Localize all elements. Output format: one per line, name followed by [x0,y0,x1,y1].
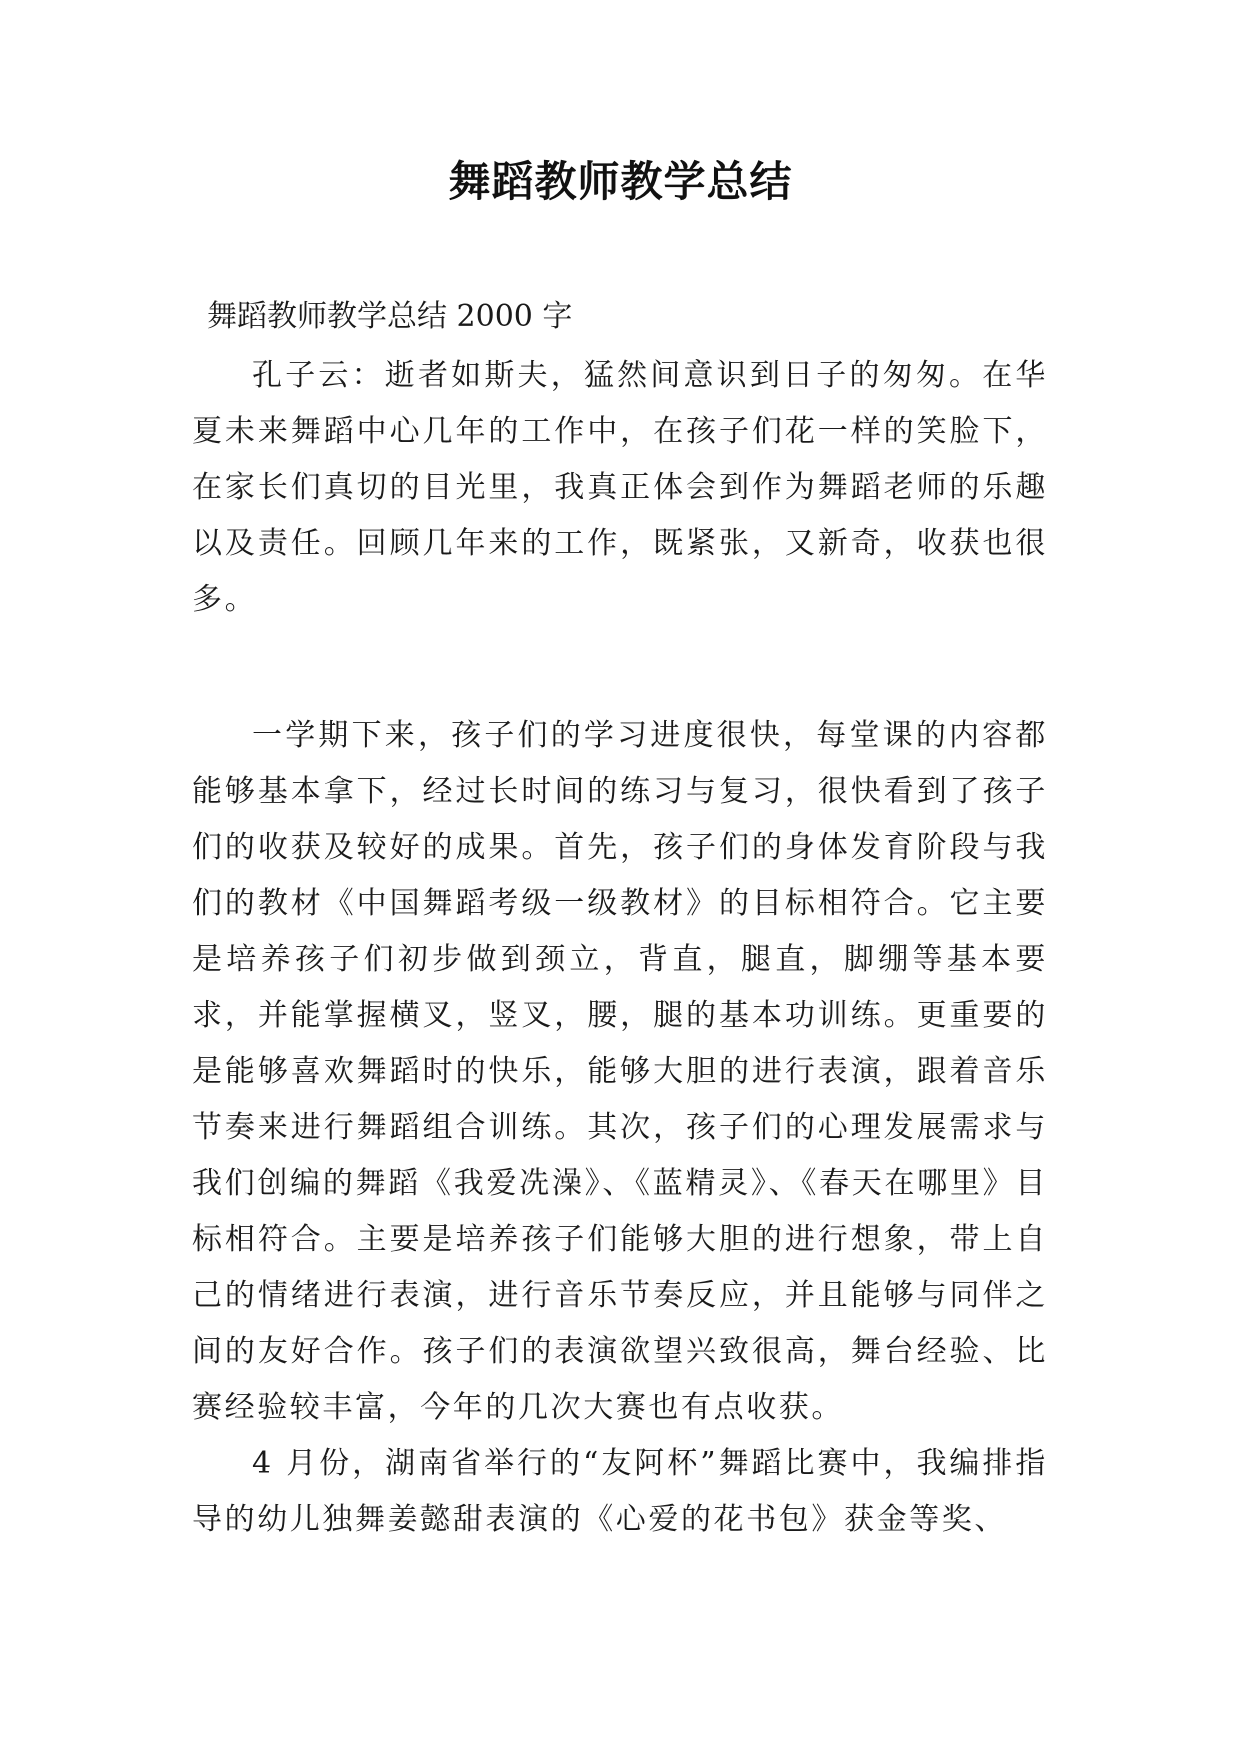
paragraph-3: 4 月份，湖南省举行的“友阿杯”舞蹈比赛中，我编排指导的幼儿独舞姜懿甜表演的《心爱的花书包》获金等奖、 [192,1446,1048,1537]
document-subtitle: 舞蹈教师教学总结 2000 字 [207,299,573,334]
document-body [192,348,1048,1548]
document-title: 舞蹈教师教学总结 [448,157,793,206]
paragraph-1: 孔子云：逝者如斯夫，猛然间意识到日子的匆匆。在华夏未来舞蹈中心几年的工作中，在孩子们花一样的笑脸下，在家长们真切的目光里，我真正体会到作为舞蹈老师的乐趣以及责任。回顾几年来的工作，既紧张，又新奇，收获也很多。 [192,358,1048,617]
paragraph-2: 一学期下来，孩子们的学习进度很快，每堂课的内容都能够基本拿下，经过长时间的练习与复习，很快看到了孩子们的收获及较好的成果。首先，孩子们的身体发育阶段与我们的教材《中国舞蹈考级一级教材》的目标相符合。它主要是培养孩子们初步做到颈立，背直，腿直，脚绷等基本要求，并能掌握横叉，竖叉，腰，腿的基本功训练。更重要的是能够喜欢舞蹈时的快乐，能够大胆的进行表演，跟着音乐节奏来进行舞蹈组合训练。其次，孩子们的心理发展需求与我们创编的舞蹈《我爱冼澡》、《蓝精灵》、《春天在哪里》目标相符合。主要是培养孩子们能够大胆的进行想象，带上自己的情绪进行表演，进行音乐节奏反应，并且能够与同伴之间的友好合作。孩子们的表演欲望兴致很高，舞台经验、比赛经验较丰富，今年的几次大赛也有点收获。 [192,718,1048,1425]
